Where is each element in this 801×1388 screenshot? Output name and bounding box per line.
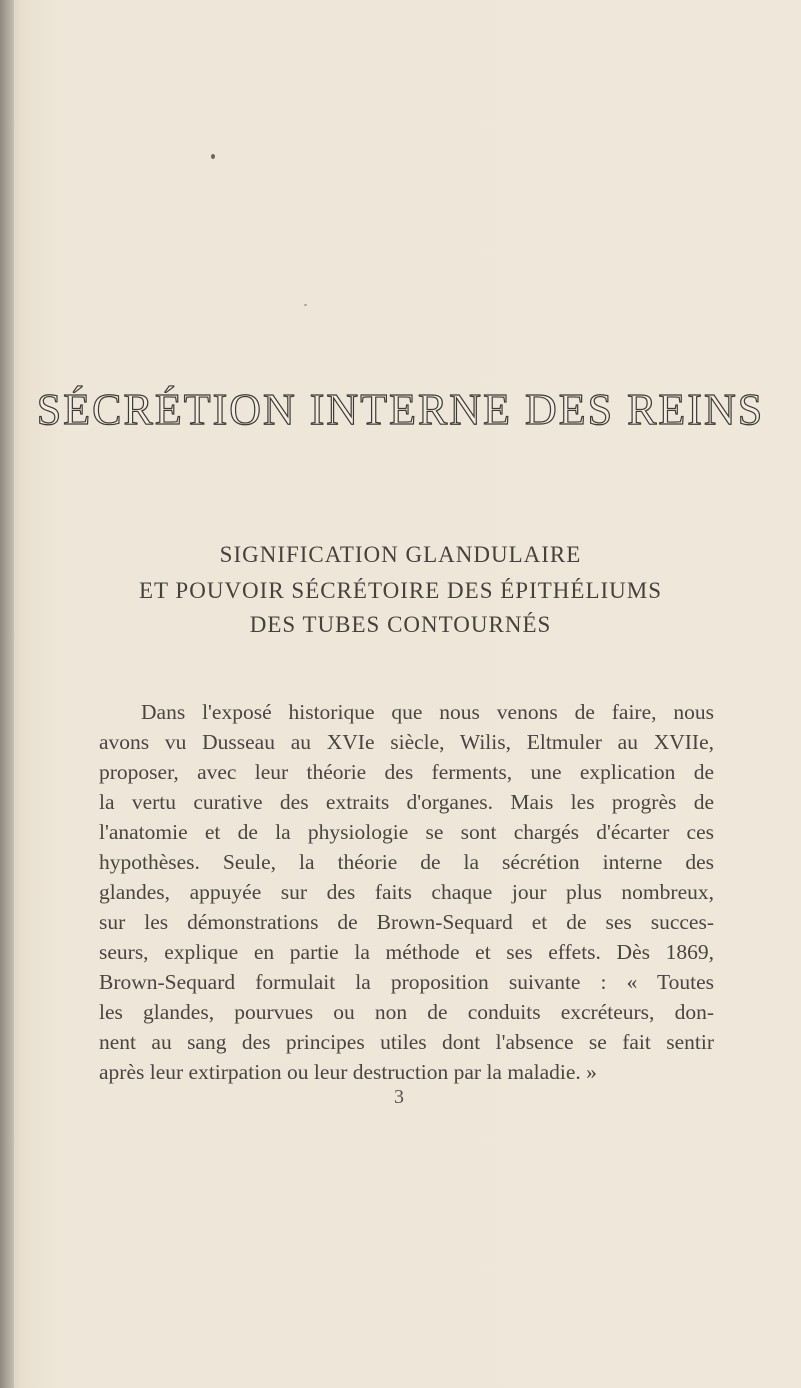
paragraph-line: hypothèses. Seule, la théorie de la sécrétion interne des (99, 850, 714, 874)
subtitle-line-3: DES TUBES CONTOURNÉS (249, 612, 552, 637)
paragraph-line: avons vu Dusseau au XVIe siècle, Wilis, Eltmuler au XVIIe, (99, 730, 714, 754)
paragraph-line: seurs, explique en partie la méthode et ses effets. Dès 1869, (99, 940, 714, 964)
paragraph-line: glandes, appuyée sur des faits chaque jour plus nombreux, (99, 880, 714, 904)
page-number: 3 (394, 1086, 404, 1108)
paragraph-line: sur les démonstrations de Brown-Sequard et de ses succes- (99, 910, 714, 934)
paragraph-line: les glandes, pourvues ou non de conduits excréteurs, don- (99, 1000, 714, 1024)
paragraph-line: nent au sang des principes utiles dont l'absence se fait sentir (99, 1030, 714, 1054)
subtitle-line-2: ET POUVOIR SÉCRÉTOIRE DES ÉPITHÉLIUMS (139, 578, 662, 603)
body-paragraph (99, 697, 714, 1087)
paragraph-line: Brown-Sequard formulait la proposition suivante : « Toutes (99, 970, 714, 994)
paragraph-line: Dans l'exposé historique que nous venons de faire, nous (141, 700, 714, 724)
ink-speck (211, 154, 215, 159)
subtitle-line-1: SIGNIFICATION GLANDULAIRE (219, 542, 582, 567)
chapter-title: SÉCRÉTION INTERNE DES REINS (36, 385, 765, 434)
paragraph-line: l'anatomie et de la physiologie se sont chargés d'écarter ces (99, 820, 714, 844)
paragraph-line: proposer, avec leur théorie des ferments, une explication de (99, 760, 714, 784)
paragraph-line: après leur extirpation ou leur destruction par la maladie. » (99, 1060, 597, 1084)
page-spine-shadow (0, 0, 14, 1388)
ink-speck (304, 304, 307, 306)
paragraph-line: la vertu curative des extraits d'organes. Mais les progrès de (99, 790, 714, 814)
